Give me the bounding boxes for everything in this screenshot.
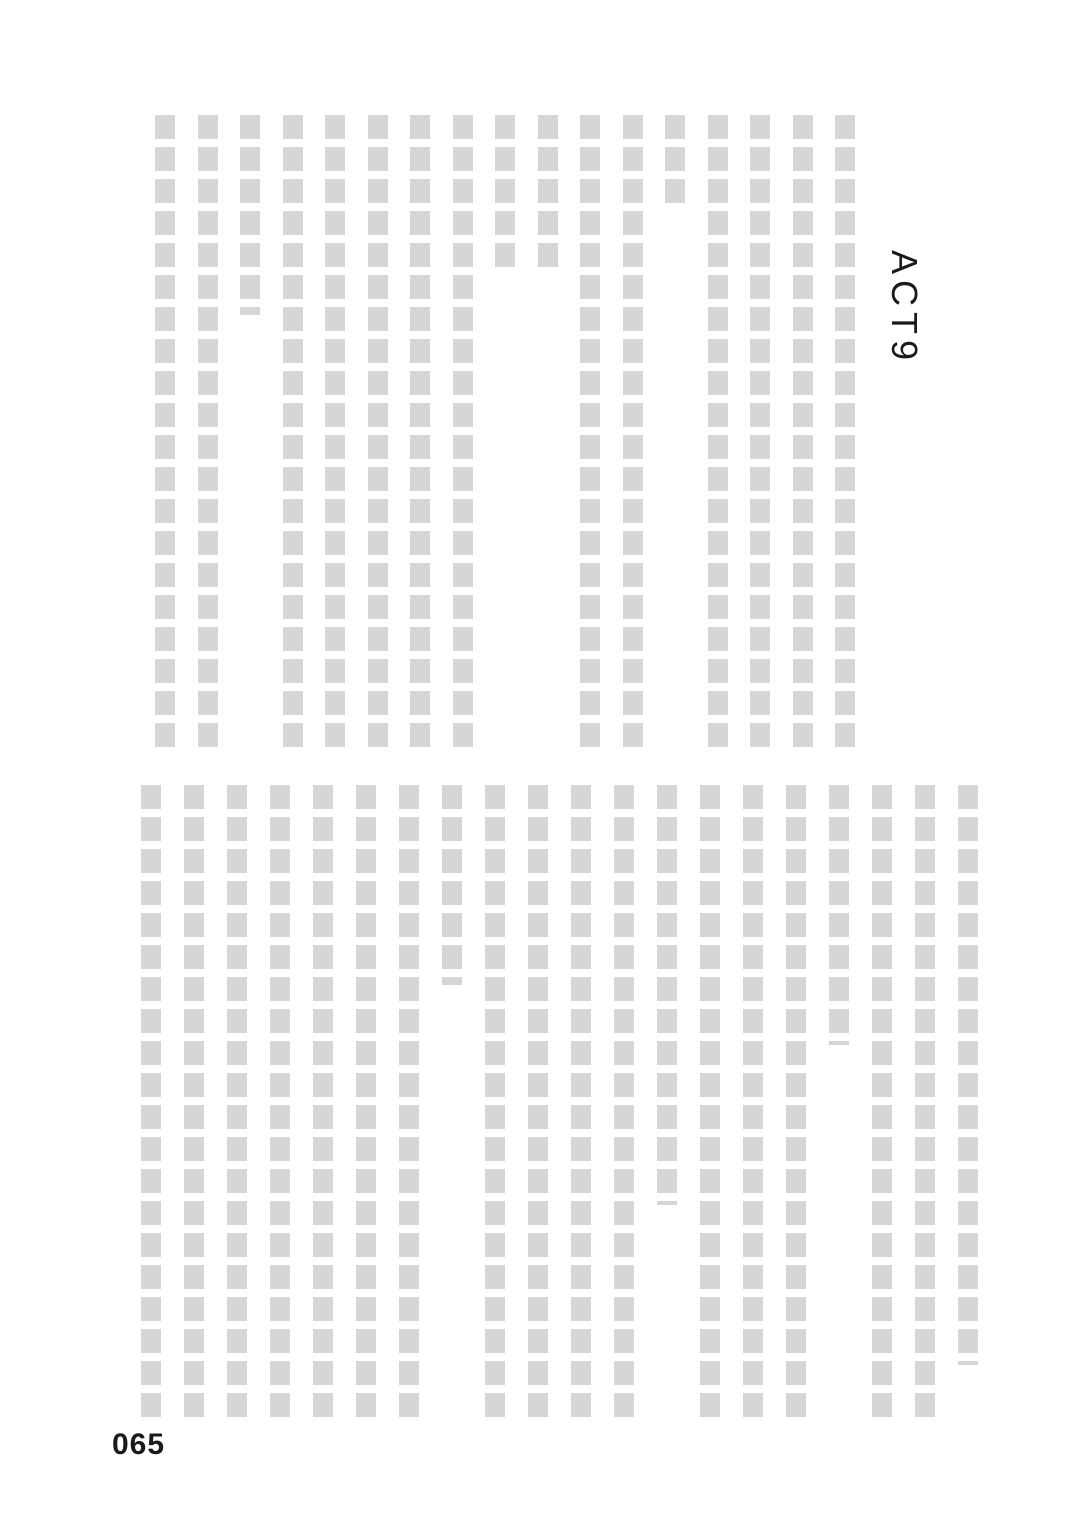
text-column-placeholder	[368, 115, 388, 755]
text-column-placeholder	[915, 785, 935, 1425]
text-column-placeholder	[657, 785, 677, 1205]
text-column-placeholder	[872, 785, 892, 1425]
text-column-placeholder	[442, 785, 462, 985]
text-column-placeholder	[399, 785, 419, 1425]
chapter-heading: ACT9	[884, 250, 925, 367]
text-column-placeholder	[700, 785, 720, 1425]
text-column-placeholder	[528, 785, 548, 1425]
text-column-placeholder	[571, 785, 591, 1425]
text-column-placeholder	[453, 115, 473, 755]
text-column-placeholder	[325, 115, 345, 755]
text-column-placeholder	[227, 785, 247, 1425]
text-column-placeholder	[283, 115, 303, 755]
text-column-placeholder	[829, 785, 849, 1045]
text-column-placeholder	[708, 115, 728, 755]
text-column-placeholder	[580, 115, 600, 755]
text-column-placeholder	[743, 785, 763, 1425]
text-column-placeholder	[270, 785, 290, 1425]
text-column-placeholder	[485, 785, 505, 1425]
text-column-placeholder	[184, 785, 204, 1425]
text-column-placeholder	[240, 115, 260, 315]
text-column-placeholder	[155, 115, 175, 755]
text-column-placeholder	[614, 785, 634, 1425]
text-column-placeholder	[198, 115, 218, 755]
omission-note	[0, 0, 1, 1]
text-column-placeholder	[356, 785, 376, 1425]
text-column-placeholder	[750, 115, 770, 755]
text-column-placeholder	[958, 785, 978, 1365]
text-column-placeholder	[141, 785, 161, 1425]
text-column-placeholder	[495, 115, 515, 275]
page-number: 065	[112, 1428, 166, 1461]
text-column-placeholder	[665, 115, 685, 205]
text-column-placeholder	[835, 115, 855, 755]
text-column-placeholder	[793, 115, 813, 755]
text-column-placeholder	[786, 785, 806, 1425]
text-column-placeholder	[410, 115, 430, 755]
text-column-placeholder	[623, 115, 643, 755]
text-column-placeholder	[313, 785, 333, 1425]
text-column-placeholder	[538, 115, 558, 275]
